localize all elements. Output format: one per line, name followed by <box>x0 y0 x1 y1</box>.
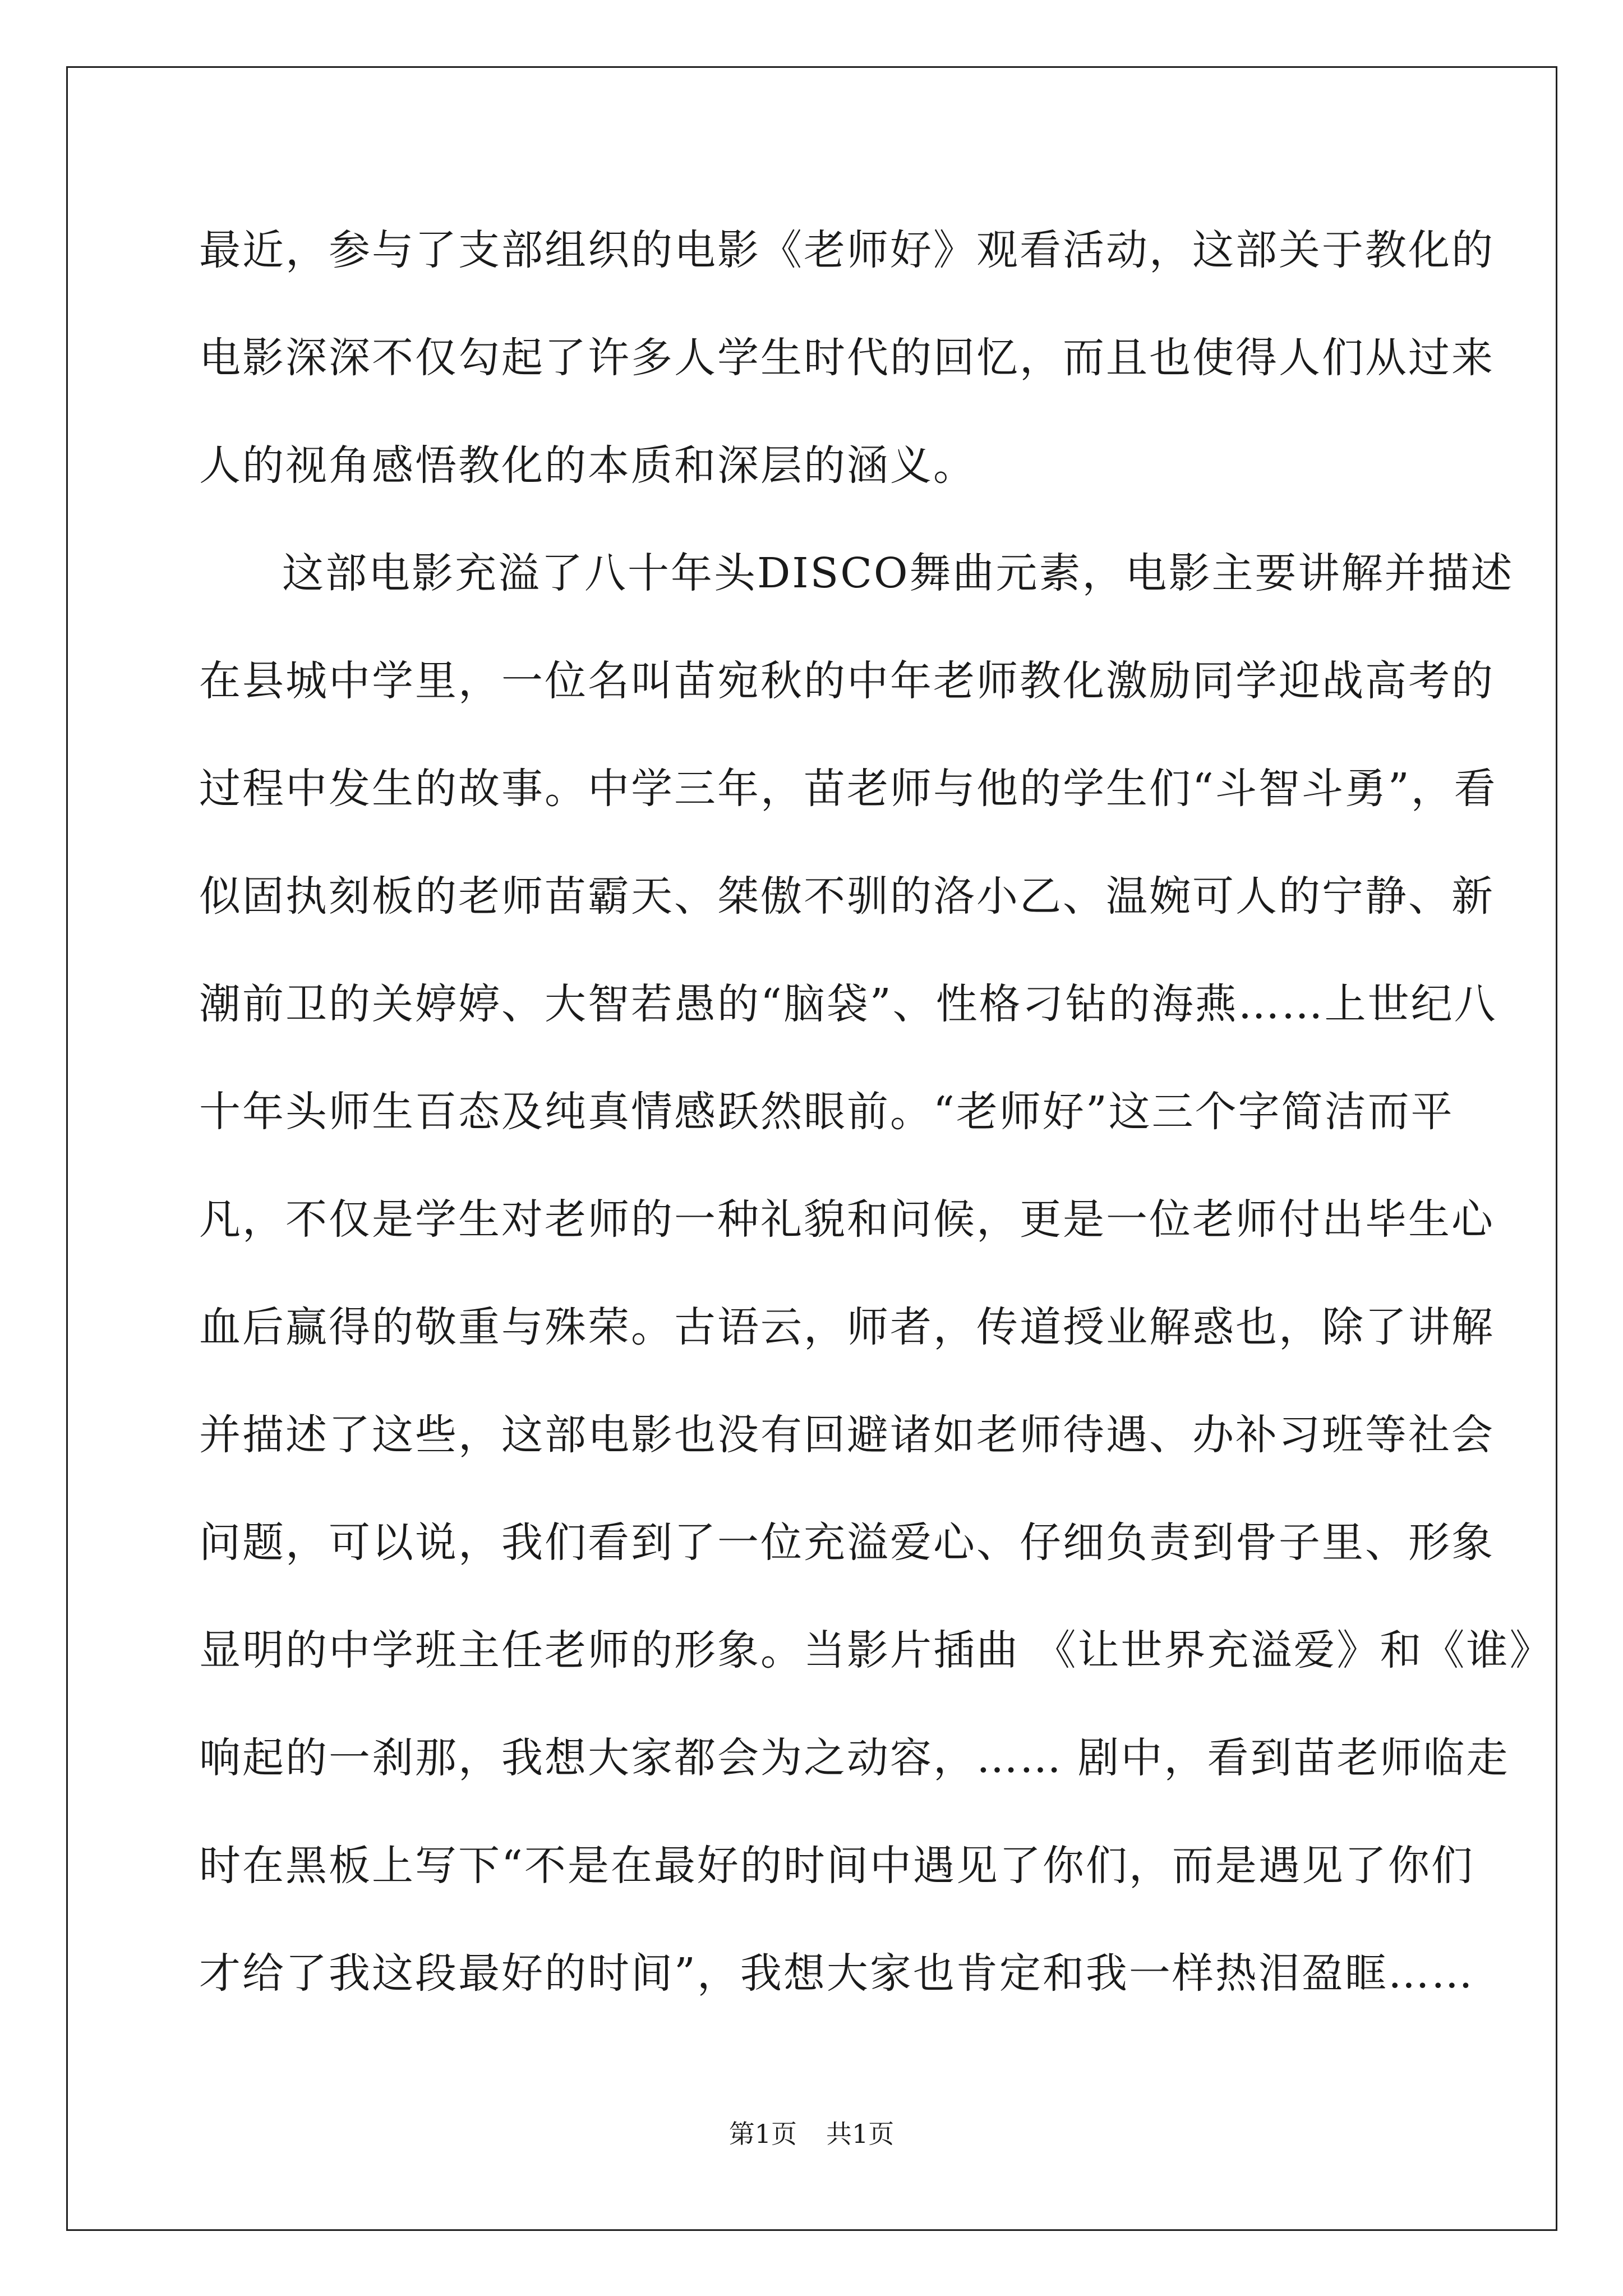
document-body <box>199 218 1553 2049</box>
text-line: 潮前卫的关婷婷、大智若愚的“脑袋”、性格刁钻的海燕……上世纪八 <box>199 980 1497 1028</box>
page-number: 第1页 <box>728 2119 797 2149</box>
text-line: 问题，可以说，我们看到了一位充溢爱心、仔细负责到骨子里、形象 <box>199 1519 1495 1567</box>
text-line: 才给了我这段最好的时间”，我想大家也肯定和我一样热泪盈眶…… <box>199 1949 1474 1998</box>
text-line: 血后赢得的敬重与殊荣。古语云，师者，传道授业解惑也，除了讲解 <box>199 1303 1495 1351</box>
text-line: 时在黑板上写下“不是在最好的时间中遇见了你们，而是遇见了你们 <box>199 1842 1474 1890</box>
page-footer <box>0 2114 1623 2151</box>
paragraph-1 <box>199 218 1495 541</box>
text-line: 最近，参与了支部组织的电影《老师好》观看活动，这部关于教化的 <box>199 226 1495 274</box>
paragraph-2 <box>199 541 1553 2049</box>
page-total: 共1页 <box>826 2119 895 2149</box>
text-line: 人的视角感悟教化的本质和深层的涵义。 <box>199 441 976 490</box>
text-line: 响起的一刹那，我想大家都会为之动容，…… 剧中，看到苗老师临走 <box>199 1734 1510 1782</box>
text-line: 这部电影充溢了八十年头DISCO舞曲元素，电影主要讲解并描述 <box>282 549 1514 597</box>
text-line: 过程中发生的故事。中学三年，苗老师与他的学生们“斗智斗勇”，看 <box>199 765 1497 813</box>
text-line: 电影深深不仅勾起了许多人学生时代的回忆，而且也使得人们从过来 <box>199 334 1495 382</box>
text-line: 似固执刻板的老师苗霸天、桀傲不驯的洛小乙、温婉可人的宁静、新 <box>199 872 1495 921</box>
text-line: 显明的中学班主任老师的形象。当影片插曲 《让世界充溢爱》和《谁》 <box>199 1626 1553 1674</box>
text-line: 在县城中学里，一位名叫苗宛秋的中年老师教化激励同学迎战高考的 <box>199 657 1495 705</box>
text-line: 并描述了这些，这部电影也没有回避诸如老师待遇、办补习班等社会 <box>199 1411 1495 1459</box>
text-line: 凡，不仅是学生对老师的一种礼貌和问候，更是一位老师付出毕生心 <box>199 1195 1495 1244</box>
text-line: 十年头师生百态及纯真情感跃然眼前。“老师好”这三个字简洁而平 <box>199 1088 1454 1136</box>
